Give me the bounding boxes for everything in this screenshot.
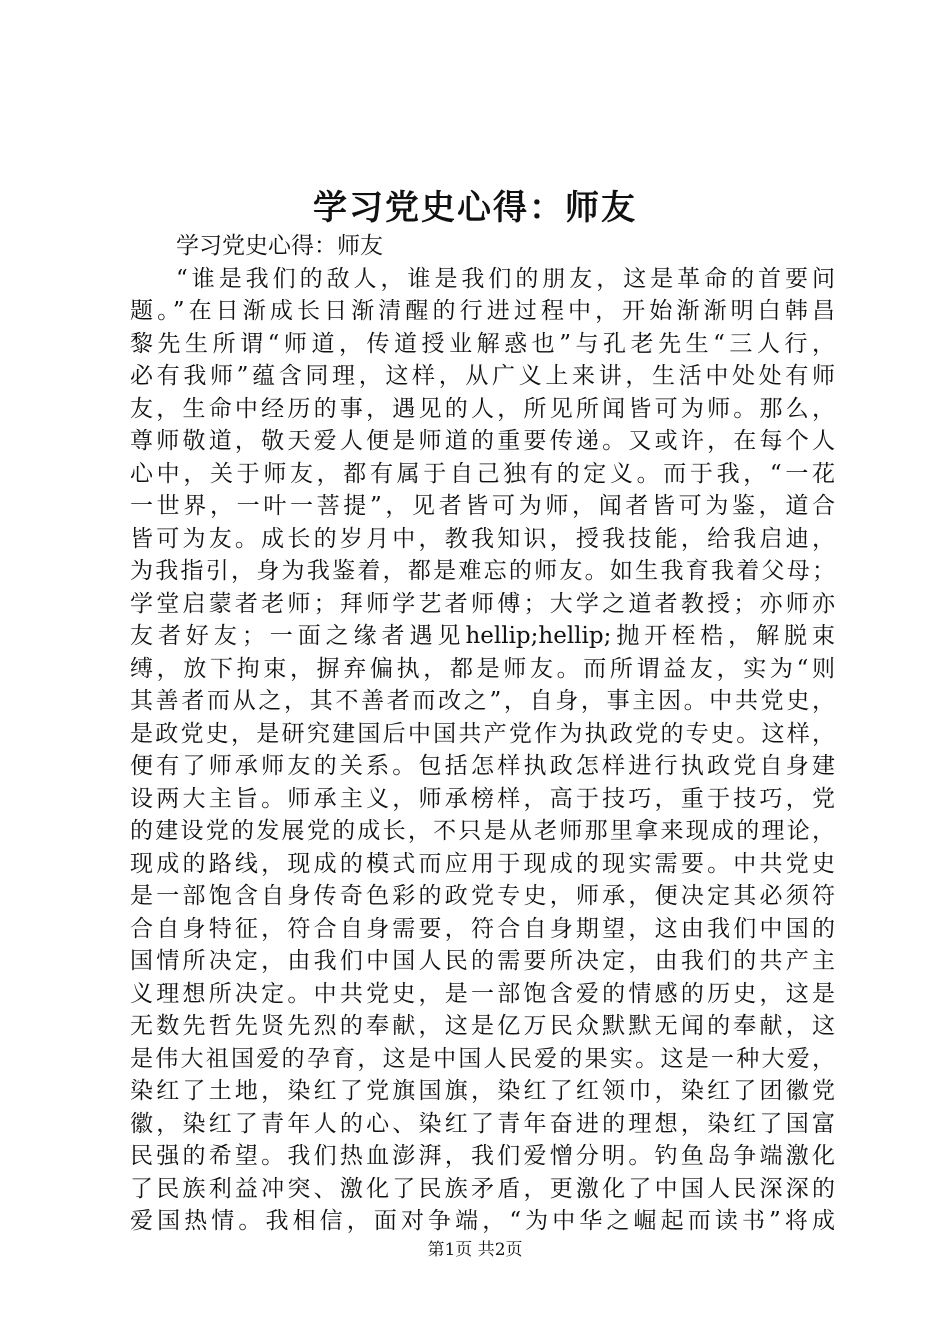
text-line: 现成的路线，现成的模式而应用于现成的现实需要。中共党史 [130, 850, 835, 877]
text-line: 染红了土地，染红了党旗国旗，染红了红领巾，染红了团徽党 [130, 1078, 835, 1104]
text-line: 一世界，一叶一菩提”，见者皆可为师，闻者皆可为鉴，道合 [130, 493, 835, 519]
text-line: 是伟大祖国爱的孕育，这是中国人民爱的果实。这是一种大爱， [130, 1045, 835, 1072]
text-line: 设两大主旨。师承主义，师承榜样，高于技巧，重于技巧，党 [130, 785, 835, 812]
text-line: 其善者而从之，其不善者而改之”，自身，事主因。中共党史， [130, 688, 835, 714]
text-line: 是一部饱含自身传奇色彩的政党专史，师承，便决定其必须符 [130, 883, 835, 909]
text-line: 必有我师”蕴含同理，这样，从广义上来讲，生活中处处有师 [130, 363, 835, 389]
text-line: 黎先生所谓“师道，传道授业解惑也”与孔老先生“三人行， [130, 330, 835, 357]
text-line: 义理想所决定。中共党史，是一部饱含爱的情感的历史，这是 [130, 980, 835, 1007]
text-line: 民强的希望。我们热血澎湃，我们爱憎分明。钓鱼岛争端激化 [130, 1143, 835, 1169]
text-line: 爱国热情。我相信，面对争端，“为中华之崛起而读书”将成 [130, 1208, 835, 1234]
document-subtitle: 学习党史心得：师友 [176, 233, 383, 259]
text-line: 题。”在日渐成长日渐清醒的行进过程中，开始渐渐明白韩昌 [130, 298, 835, 324]
text-line: 了民族利益冲突、激化了民族矛盾，更激化了中国人民深深的 [130, 1175, 835, 1202]
text-line: 是政党史，是研究建国后中国共产党作为执政党的专史。这样， [130, 720, 835, 747]
text-line: 心中，关于师友，都有属于自己独有的定义。而于我，“一花 [130, 460, 835, 487]
text-line: 便有了师承师友的关系。包括怎样执政怎样进行执政党自身建 [130, 753, 835, 779]
text-line: 的建设党的发展党的成长，不只是从老师那里拿来现成的理论， [130, 818, 835, 844]
text-line: 缚，放下拘束，摒弃偏执，都是师友。而所谓益友，实为“则 [130, 655, 835, 682]
document-body [130, 230, 835, 1238]
text-line: 尊师敬道，敬天爱人便是师道的重要传递。又或许，在每个人 [130, 428, 835, 454]
text-line: 学堂启蒙者老师；拜师学艺者师傅；大学之道者教授；亦师亦 [130, 590, 835, 617]
page-footer: 第1页 共2页 [427, 1240, 523, 1260]
page-title: 学习党史心得：师友 [313, 188, 637, 228]
text-line: 为我指引，身为我鉴着，都是难忘的师友。如生我育我着父母； [130, 558, 835, 584]
text-line: 无数先哲先贤先烈的奉献，这是亿万民众默默无闻的奉献，这 [130, 1013, 835, 1039]
text-line: 友者好友；一面之缘者遇见hellip;hellip;抛开桎梏，解脱束 [130, 623, 835, 649]
text-line: 合自身特征，符合自身需要，符合自身期望，这由我们中国的 [130, 915, 835, 942]
text-line: 国情所决定，由我们中国人民的需要所决定，由我们的共产主 [130, 948, 835, 974]
text-line: 友，生命中经历的事，遇见的人，所见所闻皆可为师。那么， [130, 395, 835, 422]
text-line: 徽，染红了青年人的心、染红了青年奋进的理想，染红了国富 [130, 1110, 835, 1137]
text-line: 皆可为友。成长的岁月中，教我知识，授我技能，给我启迪， [130, 525, 835, 552]
text-line: “谁是我们的敌人，谁是我们的朋友，这是革命的首要问 [176, 265, 835, 292]
